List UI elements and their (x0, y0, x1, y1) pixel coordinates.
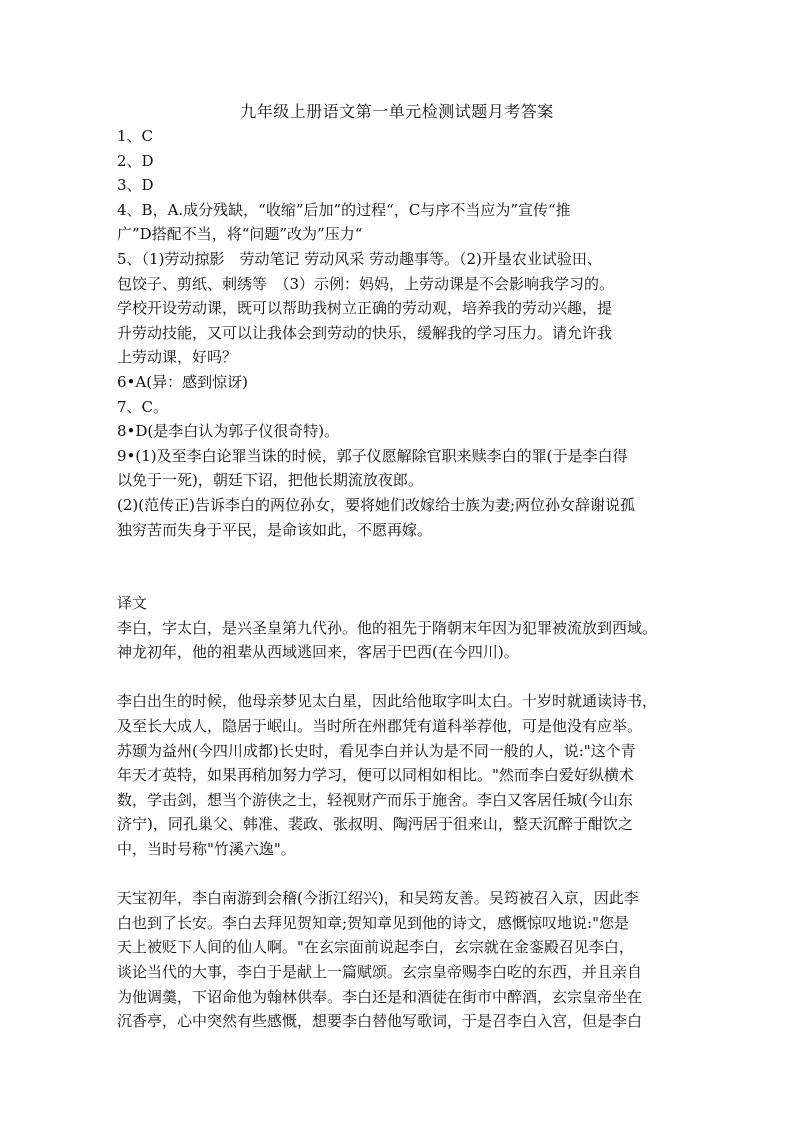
answer-line: 9•(1)及至李白论罪当诛的时候，郭子仪愿解除官职来赎李白的罪(于是李白得 (117, 446, 628, 465)
document-body (117, 124, 687, 1034)
paragraph-line: 天宝初年，李白南游到会稽(今浙江绍兴)，和吴筠友善。吴筠被召入京，因此李 (117, 889, 639, 908)
answer-line: 上劳动课，好吗？ (117, 348, 238, 367)
document-title: 九年级上册语文第一单元检测试题月考答案 (240, 102, 554, 121)
answer-line: 学校开设劳动课，既可以帮助我树立正确的劳动观，培养我的劳动兴趣，提 (117, 299, 613, 318)
translation-paragraph-1 (117, 616, 687, 665)
paragraph-line: 李白，字太白，是兴圣皇第九代孙。他的祖先于隋朝末年因为犯罪被流放到西域。 (117, 618, 658, 637)
paragraph-line: 谈论当代的大事，李白于是献上一篇赋颂。玄宗皇帝赐李白吃的东西，并且亲自 (117, 963, 643, 981)
answer-line: 独穷苦而失身于平民，是命该如此，不愿再嫁。 (117, 520, 433, 539)
paragraph-line: 年天才英特，如果再稍加努力学习，便可以同相如相比。"然而李白爱好纵横术 (117, 766, 634, 785)
answer-line: 升劳动技能，又可以让我体会到劳动的快乐，缓解我的学习压力。请允许我 (117, 323, 613, 342)
paragraph-line: 济宁)，同孔巢父、韩准、裴政、张叔明、陶沔居于徂来山，整天沉醉于酣饮之 (117, 815, 633, 834)
paragraph-line: 沉香亭，心中突然有些感慨，想要李白替他写歌词，于是召李白入宫，但是李白 (117, 1012, 643, 1031)
answer-line: (2)(范传正)告诉李白的两位孙女，要将她们改嫁给士族为妻;两位孙女辞谢说孤 (117, 495, 636, 514)
answer-line: 4、B，A.成分残缺，“收缩”后加”的过程“，C与序不当应为”宣传“推 (117, 200, 571, 219)
paragraph-line: 李白出生的时候，他母亲梦见太白星，因此给他取字叫太白。十岁时就通读诗书， (117, 692, 658, 711)
translation-paragraph-2 (117, 689, 687, 861)
paragraph-line: 中，当时号称"竹溪六逸"。 (117, 840, 296, 859)
paragraph-line: 数，学击剑，想当个游侠之士，轻视财产而乐于施舍。李白又客居任城(今山东 (117, 790, 633, 809)
answer-line: 2、D (117, 151, 154, 170)
answer-line: 6•A(异：感到惊讶) (117, 372, 248, 391)
section-spacer (117, 542, 687, 591)
translation-heading: 译文 (117, 594, 148, 613)
paragraph-spacer (117, 862, 687, 887)
paragraph-line: 天上被贬下人间的仙人啊。"在玄宗面前说起李白，玄宗就在金銮殿召见李白， (117, 938, 634, 957)
answer-line: 广”D搭配不当，将“问题”改为”压力“ (117, 225, 363, 244)
answer-line: 8•D(是李白认为郭子仪很奇特)。 (117, 422, 340, 441)
paragraph-line: 神龙初年，他的祖辈从西域逃回来，客居于巴西(在今四川)。 (117, 643, 519, 662)
answer-line: 7、C。 (117, 397, 169, 416)
paragraph-line: 白也到了长安。李白去拜见贺知章;贺知章见到他的诗文，感慨惊叹地说:"您是 (117, 913, 630, 932)
answer-line: 包饺子、剪纸、刺绣等 （3）示例：妈妈，上劳动课是不会影响我学习的。 (117, 274, 615, 293)
paragraph-spacer (117, 665, 687, 690)
answer-line: 3、D (117, 176, 154, 195)
paragraph-line: 及至长大成人，隐居于岷山。当时所在州郡凭有道科举荐他，可是他没有应举。 (117, 717, 643, 736)
answer-line: 以免于一死)，朝廷下诏，把他长期流放夜郎。 (117, 471, 423, 490)
answer-list (117, 124, 687, 542)
answer-line: 1、C (117, 127, 154, 145)
translation-paragraph-3 (117, 886, 687, 1034)
answer-line: 5、（1)劳动掠影 劳动笔记 劳动风采 劳动趣事等。（2)开垦农业试验田、 (117, 249, 602, 268)
paragraph-line: 苏颋为益州(今四川成都)长史时，看见李白并认为是不同一般的人，说:"这个青 (117, 741, 636, 760)
paragraph-line: 为他调羹，下诏命他为翰林供奉。李白还是和酒徒在街市中醉酒，玄宗皇帝坐在 (117, 987, 643, 1006)
